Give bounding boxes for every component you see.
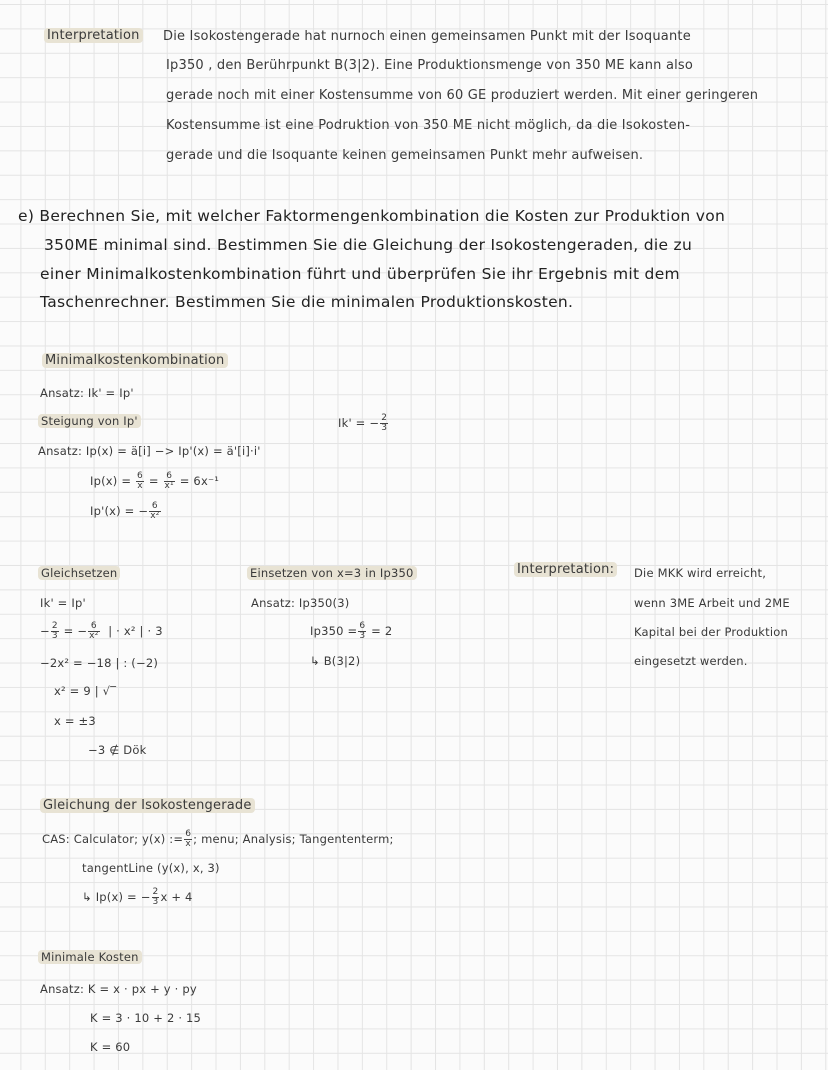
task-line-3: einer Minimalkostenkombination führt und überprüfen Sie ihr Ergebnis mit dem bbox=[40, 265, 680, 283]
isokosten-line-1: CAS: Calculator; y(x) := $\frac{6}{x}$ ; menu; Analysis; Tangententerm; bbox=[42, 829, 394, 849]
ip-prime-line: Ip'(x) = − $\frac{6}{\text{x²}}$ bbox=[90, 501, 160, 521]
task-line-2: 350ME minimal sind. Bestimmen Sie die Gleichung der Isokostengeraden, die zu bbox=[44, 236, 693, 254]
intro-line-4: Kostensumme ist eine Podruktion von 350 ME nicht möglich, da die Isokosten- bbox=[166, 118, 691, 133]
task-line-1: e) Berechnen Sie, mit welcher Faktormengenkombination die Kosten zur Produktion von bbox=[18, 207, 726, 225]
interp2-line-4: eingesetzt werden. bbox=[634, 654, 748, 668]
minkosten-line-2: K = 3 · 10 + 2 · 15 bbox=[90, 1011, 202, 1025]
isokosten-heading: Gleichung der Isokostengerade bbox=[40, 798, 255, 813]
interpretation-2-label: Interpretation: bbox=[514, 562, 617, 577]
einsetzen-line-2: Ip350 = $\frac{6}{3}$ = 2 bbox=[310, 621, 393, 641]
intro-line-1: Die Isokostengerade hat nurnoch einen gemeinsamen Punkt mit der Isoquante bbox=[163, 29, 691, 44]
einsetzen-line-3: ↳ B(3|2) bbox=[310, 654, 361, 668]
ik-prime-value: Ik' = − $\frac{2}{3}$ bbox=[338, 413, 388, 433]
intro-line-5: gerade und die Isoquante keinen gemeinsamen Punkt mehr aufweisen. bbox=[166, 148, 644, 163]
einsetzen-line-1: Ansatz: Ip350(3) bbox=[251, 596, 350, 610]
interp2-line-2: wenn 3ME Arbeit und 2ME bbox=[634, 596, 790, 610]
intro-line-3: gerade noch mit einer Kostensumme von 60 GE produziert werden. Mit einer geringeren bbox=[166, 88, 759, 103]
gleich-line-2: − $\frac{2}{3}$ = − $\frac{6}{\text{x²}}$ | · x² | · 3 bbox=[40, 621, 163, 641]
mkk-ansatz: Ansatz: Ik' = Ip' bbox=[40, 386, 134, 400]
gleich-line-3: −2x² = −18 | : (−2) bbox=[40, 656, 159, 670]
task-line-4: Taschenrechner. Bestimmen Sie die minimalen Produktionskosten. bbox=[40, 293, 574, 311]
interpretation-label: Interpretation bbox=[44, 28, 143, 43]
minkosten-line-3: K = 60 bbox=[90, 1040, 131, 1054]
minkosten-line-1: Ansatz: K = x · px + y · py bbox=[40, 982, 197, 996]
gleich-line-6: −3 ∉ Dök bbox=[88, 743, 147, 757]
ip-derivation-line: Ip(x) = $\frac{6}{x}$ = $\frac{6}{\text{x¹}}$ = 6x⁻¹ bbox=[90, 471, 220, 491]
steigung-heading: Steigung von Ip' bbox=[38, 414, 141, 428]
minkosten-heading: Minimale Kosten bbox=[38, 950, 142, 964]
interp2-line-3: Kapital bei der Produktion bbox=[634, 625, 788, 639]
gleich-line-5: x = ±3 bbox=[54, 714, 96, 728]
gleich-line-1: Ik' = Ip' bbox=[40, 596, 86, 610]
einsetzen-heading: Einsetzen von x=3 in Ip350 bbox=[247, 566, 417, 580]
interp2-line-1: Die MKK wird erreicht, bbox=[634, 566, 767, 580]
gleichsetzen-heading: Gleichsetzen bbox=[38, 566, 120, 580]
gleich-line-4: x² = 9 | √‾ bbox=[54, 684, 117, 698]
isokosten-line-2: tangentLine (y(x), x, 3) bbox=[82, 861, 220, 875]
mkk-ansatz-2: Ansatz: Ip(x) = ä[i] −> Ip'(x) = ä'[i]·i' bbox=[38, 444, 261, 458]
isokosten-line-3: ↳ Ip(x) = − $\frac{2}{3}$ x + 4 bbox=[82, 887, 193, 907]
intro-line-2: Ip350 , den Berührpunkt B(3|2). Eine Produktionsmenge von 350 ME kann also bbox=[166, 58, 694, 73]
mkk-heading: Minimalkostenkombination bbox=[42, 353, 228, 368]
